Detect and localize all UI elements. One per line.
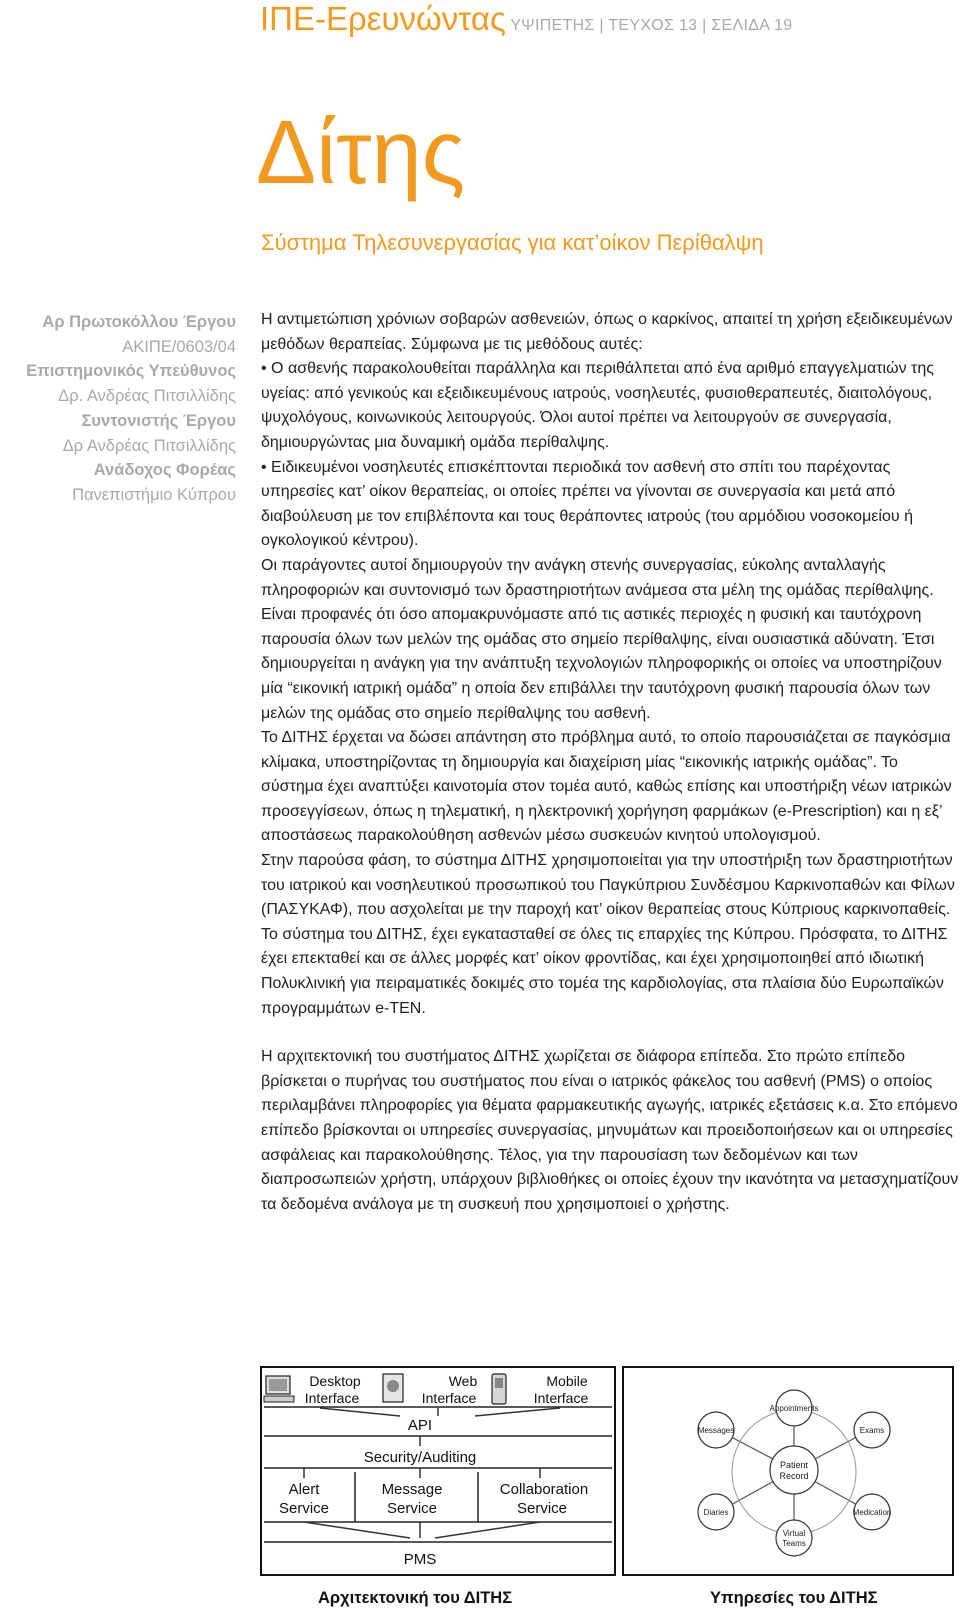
collab-label-2: Service [516, 1500, 568, 1517]
mobile-label-2: Interface [533, 1390, 589, 1406]
sidebar-value: ΑΚΙΠΕ/0603/04 [122, 337, 236, 356]
virtual-label-2: Teams [782, 1539, 806, 1548]
api-label: API [407, 1417, 433, 1434]
body-paragraph: Η αντιμετώπιση χρόνιων σοβαρών ασθενειών, όπως ο καρκίνος, απαιτεί τη χρήση εξειδικευμένων μεθόδων θεραπείας. Σύμφωνα με τις μεθόδους αυτές: [261, 311, 953, 353]
alert-label-2: Service [278, 1500, 330, 1517]
web-label-2: Interface [421, 1390, 477, 1406]
issue-info: ΥΨΙΠΕΤΗΣ | ΤΕΥΧΟΣ 13 | ΣΕΛΙΔΑ 19 [510, 17, 793, 34]
center-label-2: Record [779, 1471, 809, 1481]
article-subtitle: Σύστημα Τηλεσυνεργασίας για κατ’οίκον Περίθαλψη [261, 230, 764, 255]
appointments-label: Appointments [769, 1404, 819, 1413]
mobile-icon [492, 1374, 506, 1404]
sidebar-value: Δρ. Ανδρέας Πιτσιλλίδης [58, 387, 236, 406]
figure-caption-services: Υπηρεσίες του ΔΙΤΗΣ [710, 1589, 878, 1607]
exams-label: Exams [859, 1426, 885, 1435]
sidebar-value: Πανεπιστήμιο Κύπρου [72, 485, 236, 504]
running-header [260, 0, 792, 38]
message-label-1: Message [381, 1481, 443, 1498]
center-label-1: Patient [779, 1460, 809, 1470]
desktop-label-1: Desktop [309, 1373, 361, 1389]
sidebar-label: Ανάδοχος Φορέας [93, 461, 236, 480]
pms-label: PMS [403, 1551, 437, 1568]
body-paragraph: Οι παράγοντες αυτοί δημιουργούν την ανάγκη στενής συνεργασίας, εύκολης ανταλλαγής πληροφοριών και συντονισμό των δραστηριοτήτων ανάμεσα στα μέλη της ομάδας περίθαλψης. Είναι προφανές ότι όσο απομακρυνόμαστε από τις αστικές περιοχές η φυσική και ταυτόχρονη παρουσία όλων των μελών της ομάδας στο σημείο περίθαλψης, είναι ουσιαστικά αδύνατη. Έτσι δημιουργείται η ανάγκη για την ανάπτυξη τεχνολογιών πληροφορικής οι οποίες να υποστηρίζουν μία “εικονική ιατρική ομάδα” η οποία δεν επιβάλλει την ταυτόχρονη φυσική παρουσία όλων των μελών της ομάδας στο σημείο περίθαλψης του ασθενή. [261, 556, 942, 722]
body-paragraph: Το ΔΙΤΗΣ έρχεται να δώσει απάντηση στο πρόβλημα αυτό, το οποίο παρουσιάζεται σε παγκόσμια κλίμακα, υποστηρίζοντας τη δημιουργία και διαχείριση μίας “εικονικής ιατρικής ομάδας”. Το σύστημα έχει αναπτύξει καινοτομία στον τομέα αυτό, καθώς επίσης και υποστήριξη νέων ιατρικών προσεγγίσεων, όπως η τηλεματική, η ηλεκτρονική χορήγηση φαρμάκων (e-Prescription) και η εξ’ αποστάσεως παρακολούθηση ασθενών μέσω συσκευών κινητού υπολογισμού. [261, 729, 952, 845]
message-label-2: Service [386, 1500, 438, 1517]
web-label-1: Web [448, 1373, 478, 1389]
architecture-diagram [260, 1366, 616, 1596]
alert-label-1: Alert [288, 1481, 320, 1498]
bullet-item: • Ο ασθενής παρακολουθείται παράλληλα και περιθάλπεται από ένα αριθμό επαγγελματιών της υγείας: από γενικούς και εξειδικευμένους ιατρούς, νοσηλευτές, φυσιοθεραπευτές, διαιτολόγους, ψυχολόγους, κοινωνικούς λειτουργούς. Όλοι αυτοί πρέπει να λειτουργούν σε συνεργασία, δημιουργώντας μια δυναμική ομάδα περίθαλψης. [261, 360, 934, 451]
body-paragraph: Στην παρούσα φάση, το σύστημα ΔΙΤΗΣ χρησιμοποιείται για την υποστήριξη των δραστηριοτήτων του ιατρικού και νοσηλευτικού προσωπικού του Παγκύπριου Συνδέσμου Καρκινοπαθών και Φίλων (ΠΑΣΥΚΑΦ), που ασχολείται με την παροχή κατ’ οίκον θεραπείας στους Κύπριους καρκινοπαθείς. Το σύστημα του ΔΙΤΗΣ, έχει εγκατασταθεί σε όλες τις επαρχίες της Κύπρου. Πρόσφατα, το ΔΙΤΗΣ έχει επεκταθεί και σε άλλες μορφές κατ’ οίκον φροντίδας, και έχει χρησιμοποιηθεί από ιδιωτική Πολυκλινική για πειραματικές δοκιμές στο τομέα της καρδιολογίας, στα πλαίσια δύο Ευρωπαϊκών προγραμμάτων e-TEN. [261, 852, 955, 1017]
medication-label: Medication [852, 1508, 892, 1517]
web-icon [383, 1374, 403, 1402]
bullet-item: • Ειδικευμένοι νοσηλευτές επισκέπτονται περιοδικά τον ασθενή στο σπίτι του παρέχοντας υπηρεσίες κατ’ οίκον θεραπείας, οι οποίες πρέπει να γίνονται σε συνεργασία και μετά από διαβούλευση με τον επιβλέποντα και τους θεράποντες ιατρούς (του αρμόδιου νοσοκομείου ή ογκολογικού κέντρου). [261, 458, 913, 550]
virtual-label-1: Virtual [782, 1529, 806, 1538]
services-diagram [622, 1366, 954, 1596]
project-info-sidebar [0, 310, 236, 508]
article-title: Δίτης [256, 103, 466, 203]
paragraph-gap [261, 1021, 960, 1045]
article-body [261, 308, 960, 1217]
virtual-teams-node [776, 1520, 812, 1556]
security-label: Security/Auditing [363, 1449, 477, 1466]
sidebar-value: Δρ Ανδρέας Πιτσιλλίδης [62, 436, 236, 455]
sidebar-label: Επιστημονικός Υπεύθυνος [26, 362, 236, 381]
mobile-label-1: Mobile [546, 1373, 588, 1389]
figure-caption-architecture: Αρχιτεκτονική του ΔΙΤΗΣ [318, 1589, 513, 1607]
collab-label-1: Collaboration [499, 1481, 589, 1498]
diaries-label: Diaries [703, 1508, 729, 1517]
body-paragraph: Η αρχιτεκτονική του συστήματος ΔΙΤΗΣ χωρίζεται σε διάφορα επίπεδα. Στο πρώτο επίπεδο βρίσκεται ο πυρήνας του συστήματος που είναι ο ιατρικός φάκελος του ασθενή (PMS) ο οποίος περιλαμβάνει πληροφορίες για θέματα φαρμακευτικής αγωγής, ιατρικές εξετάσεις κ.α. Στο επόμενο επίπεδο βρίσκονται οι υπηρεσίες συνεργασίας, μηνυμάτων και προειδοποιήσεων και οι υπηρεσίες ασφάλειας και παρακολούθησης. Τέλος, για την παρουσίαση των δεδομένων και των διαπροσωπειών χρήστη, υπάρχουν βιβλιοθήκες οι οποίες έχουν την ικανότητα να μετασχηματίζουν τα δεδομένα ανάλογα με τη συσκευή που χρησιμοποιεί ο χρήστης. [261, 1048, 959, 1213]
sidebar-label: Αρ Πρωτοκόλλου Έργου [42, 313, 236, 331]
messages-label: Messages [697, 1426, 735, 1435]
magazine-name: ΙΠΕ-Ερευνώντας [260, 0, 506, 37]
desktop-icon [264, 1376, 294, 1402]
desktop-label-2: Interface [304, 1390, 360, 1406]
patient-record-node [770, 1446, 818, 1494]
sidebar-label: Συντονιστής Έργου [81, 411, 236, 430]
